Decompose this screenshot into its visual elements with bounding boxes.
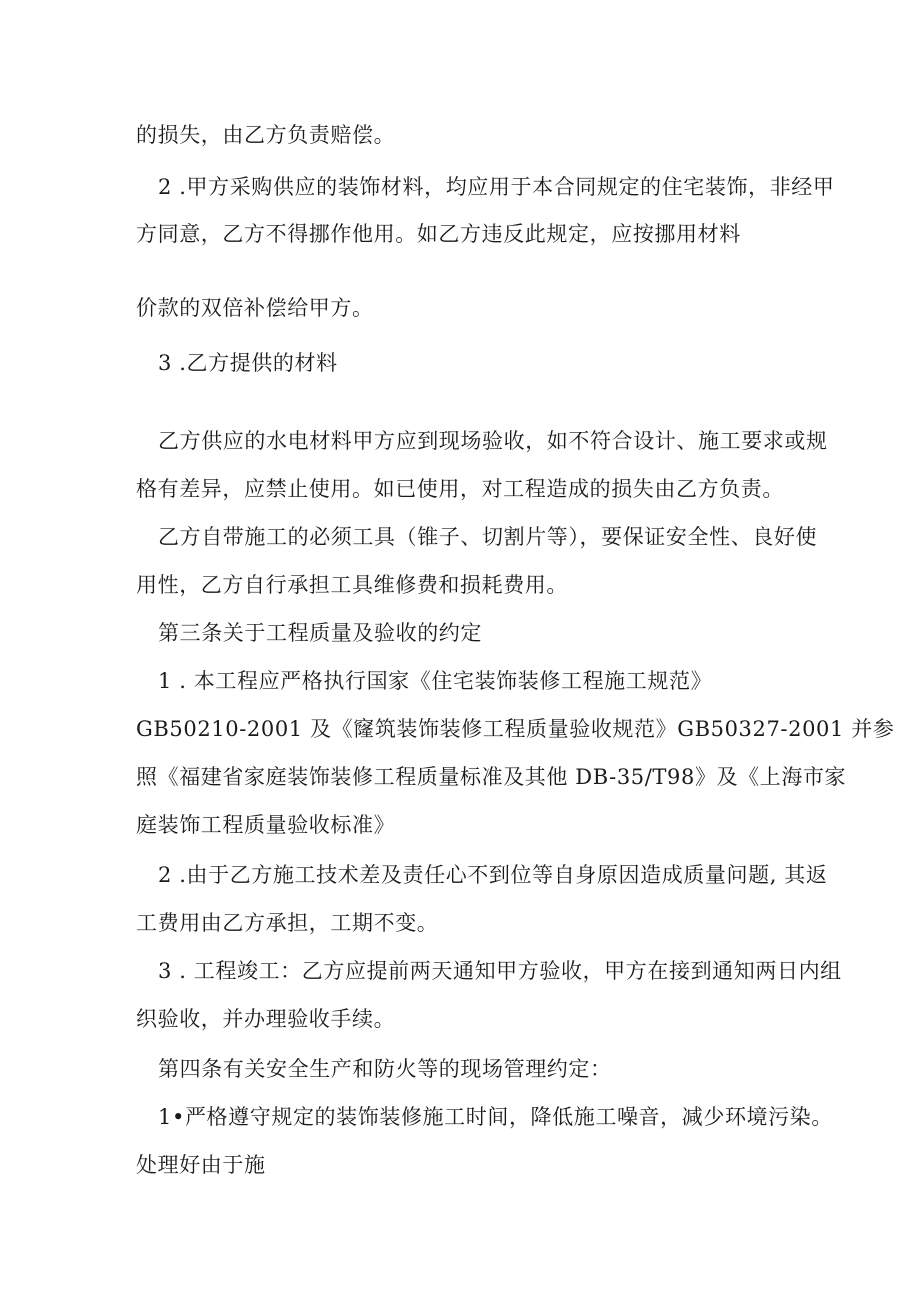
text-line: 3 . 工程竣工：乙方应提前两天通知甲方验收，甲方在接到通知两日内组 — [158, 959, 842, 983]
text-line: 处理好由于施 — [136, 1153, 266, 1177]
text-line: 用性，乙方自行承担工具维修费和损耗费用。 — [136, 573, 568, 597]
section-heading: 第三条关于工程质量及验收的约定 — [158, 621, 482, 645]
text-line: 庭装饰工程质量验收标准》 — [136, 813, 396, 837]
text-line: 2 .甲方采购供应的装饰材料，均应用于本合同规定的住宅装饰，非经甲 — [158, 175, 835, 199]
section-heading: 第四条有关安全生产和防火等的现场管理约定： — [158, 1057, 612, 1081]
text-line: 价款的双倍补偿给甲方。 — [136, 296, 374, 320]
text-line: 方同意，乙方不得挪作他用。如乙方违反此规定，应按挪用材料 — [136, 222, 741, 246]
text-line: GB50210-2001 及《窿筑装饰装修工程质量验收规范》GB50327-2001 并参 — [136, 717, 895, 741]
text-line: 织验收，并办理验收手续。 — [136, 1007, 396, 1031]
text-line: 3 .乙方提供的材料 — [158, 351, 338, 375]
text-line: 工费用由乙方承担，工期不变。 — [136, 911, 439, 935]
text-line: 乙方供应的水电材料甲方应到现场验收，如不符合设计、施工要求或规 — [158, 429, 828, 453]
text-line: 2 .由于乙方施工技术差及责任心不到位等自身原因造成质量问题, 其返 — [158, 863, 828, 887]
text-line: 1•严格遵守规定的装饰装修施工时间，降低施工噪音，减少环境污染。 — [158, 1105, 833, 1129]
text-line: 1 . 本工程应严格执行国家《住宅装饰装修工程施工规范》 — [158, 669, 713, 693]
text-line: 乙方自带施工的必须工具（锥子、切割片等），要保证安全性、良好使 — [158, 525, 818, 549]
text-line: 照《福建省家庭装饰装修工程质量标准及其他 DB-35/T98》及《上海市家 — [136, 765, 847, 789]
text-line: 的损失，由乙方负责赔偿。 — [136, 123, 396, 147]
text-line: 格有差异，应禁止使用。如已使用，对工程造成的损失由乙方负责。 — [136, 477, 784, 501]
